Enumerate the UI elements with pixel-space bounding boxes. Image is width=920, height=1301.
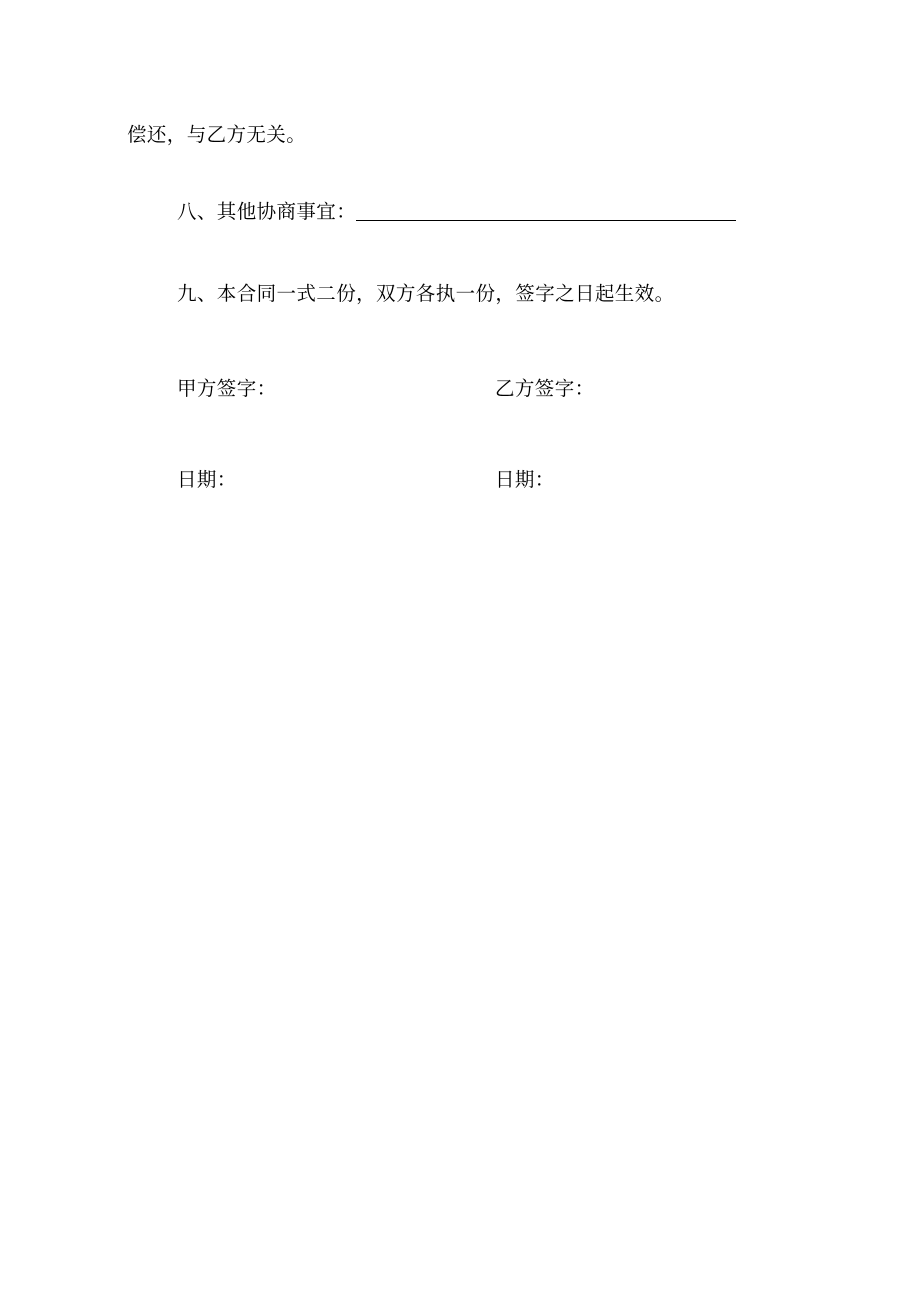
document-body [127, 120, 787, 494]
signature-party-b-label: 乙方签字： [495, 376, 595, 400]
date-party-a-label: 日期： [177, 468, 237, 491]
signature-row [127, 374, 787, 403]
clause-eight-blank-line[interactable] [356, 201, 736, 222]
clause-eight-label: 八、其他协商事宜： [177, 200, 357, 224]
date-party-b-label: 日期： [495, 468, 555, 491]
spacer [127, 227, 787, 279]
paragraph-clause-eight [127, 197, 787, 226]
spacer [127, 149, 787, 197]
spacer [127, 308, 787, 374]
signature-party-a-label: 甲方签字： [177, 376, 277, 400]
spacer [127, 403, 787, 465]
paragraph-carryover: 偿还，与乙方无关。 [127, 123, 307, 146]
paragraph-clause-nine: 九、本合同一式二份，双方各执一份，签字之日起生效。 [177, 281, 675, 305]
date-row [127, 465, 787, 494]
